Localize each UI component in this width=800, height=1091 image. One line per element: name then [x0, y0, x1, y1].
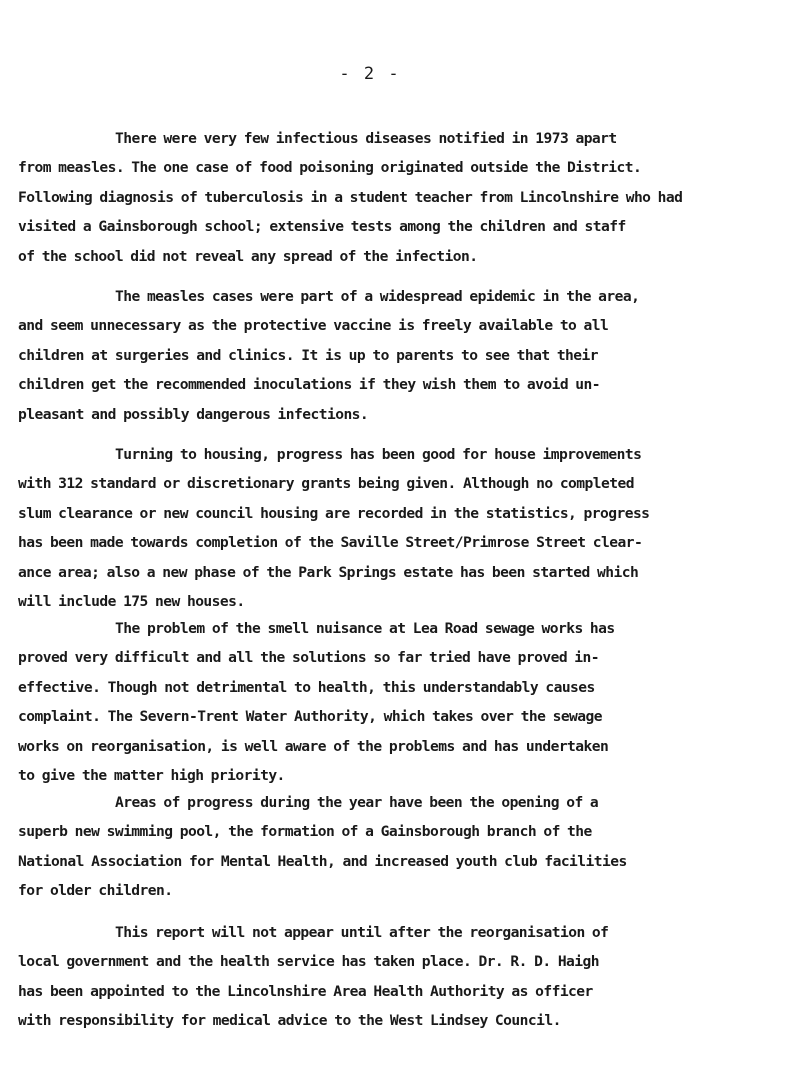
text-line: works on reorganisation, is well aware of the problems and has undertaken — [18, 737, 609, 755]
text-line: will include 175 new houses. — [18, 593, 245, 611]
paragraph-reorganisation — [18, 918, 800, 1036]
text-line: complaint. The Severn-Trent Water Authority, which takes over the sewage — [18, 708, 603, 726]
text-line: pleasant and possibly dangerous infections. — [18, 405, 369, 423]
text-line: children get the recommended inoculations if they wish them to avoid un- — [18, 376, 601, 394]
text-line: proved very difficult and all the solutions so far tried have proved in- — [18, 649, 600, 667]
text-line: has been made towards completion of the Saville Street/Primrose Street clear- — [18, 534, 643, 552]
paragraph-measles — [18, 282, 800, 429]
text-line: has been appointed to the Lincolnshire Area Health Authority as officer — [18, 982, 593, 1000]
text-line: local government and the health service has taken place. Dr. R. D. Haigh — [18, 953, 600, 971]
text-line: There were very few infectious diseases notified in 1973 apart — [115, 130, 617, 147]
text-line: superb new swimming pool, the formation of a Gainsborough branch of the — [18, 823, 592, 841]
text-line: The problem of the smell nuisance at Lea Road sewage works has — [115, 620, 615, 637]
paragraph-infectious-diseases — [18, 124, 800, 271]
text-line: slum clearance or new council housing are recorded in the statistics, progress — [18, 504, 650, 522]
text-line: and seem unnecessary as the protective vaccine is freely available to all — [18, 317, 609, 335]
text-line: National Association for Mental Health, and increased youth club facilities — [18, 852, 627, 870]
text-line: Turning to housing, progress has been good for house improvements — [115, 446, 642, 463]
page-number: - 2 - — [339, 64, 401, 84]
paragraph-sewage — [18, 614, 800, 790]
text-line: from measles. The one case of food poisoning originated outside the District. — [18, 159, 642, 177]
text-line: for older children. — [18, 882, 173, 900]
text-line: This report will not appear until after the reorganisation of — [115, 924, 609, 941]
text-line: Areas of progress during the year have been the opening of a — [115, 794, 599, 811]
text-line: ance area; also a new phase of the Park Springs estate has been started which — [18, 563, 639, 581]
text-line: The measles cases were part of a widespread epidemic in the area, — [115, 288, 640, 305]
paragraph-progress — [18, 788, 800, 906]
text-line: visited a Gainsborough school; extensive tests among the children and staff — [18, 218, 626, 236]
text-line: to give the matter high priority. — [18, 767, 285, 785]
text-line: with responsibility for medical advice to the West Lindsey Council. — [18, 1012, 561, 1030]
text-line: of the school did not reveal any spread of the infection. — [18, 247, 478, 265]
text-line: children at surgeries and clinics. It is up to parents to see that their — [18, 346, 599, 364]
text-line: Following diagnosis of tuberculosis in a student teacher from Lincolnshire who had — [18, 188, 683, 206]
text-line: effective. Though not detrimental to health, this understandably causes — [18, 678, 595, 696]
paragraph-housing — [18, 440, 800, 616]
text-line: with 312 standard or discretionary grants being given. Although no completed — [18, 475, 634, 493]
